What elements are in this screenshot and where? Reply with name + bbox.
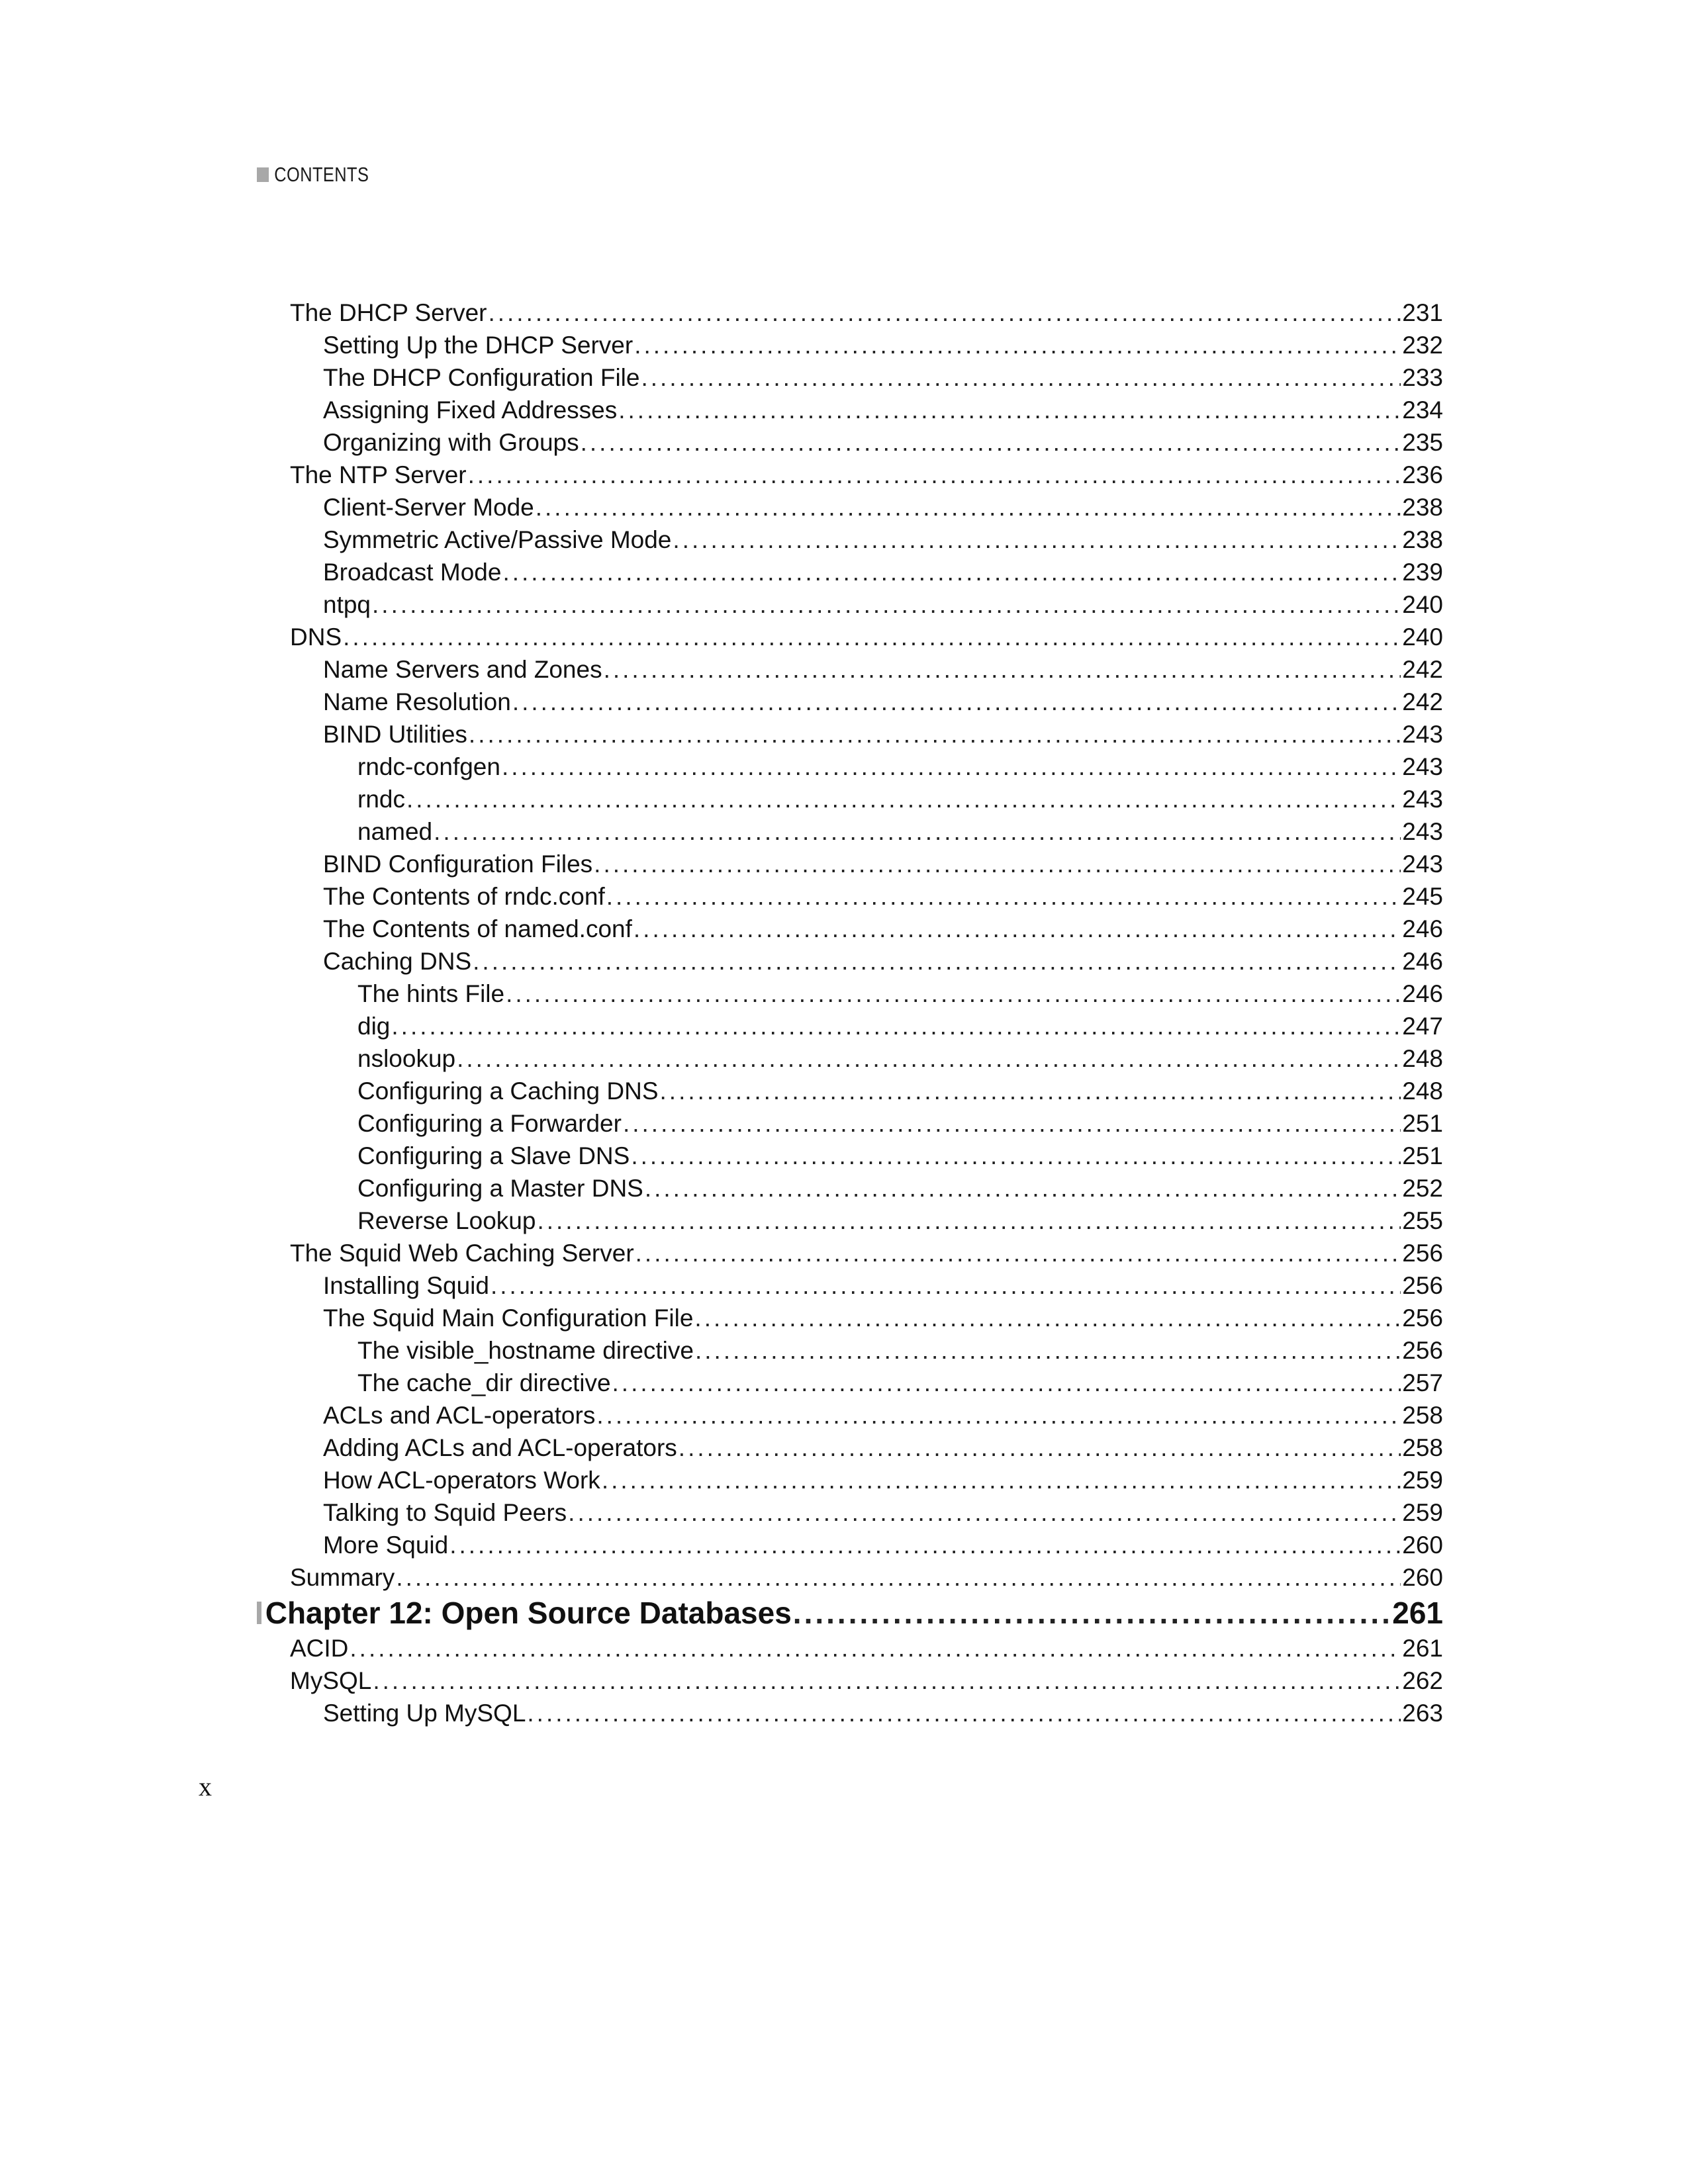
- page-number: x: [199, 1772, 212, 1801]
- toc-entry[interactable]: [290, 1561, 1443, 1594]
- toc-entry-title: Name Resolution: [323, 688, 511, 715]
- toc-entry-title: Adding ACLs and ACL-operators: [323, 1434, 677, 1461]
- toc-entry[interactable]: [290, 588, 1443, 621]
- dot-leader: [612, 1367, 1401, 1399]
- toc-entry-title: The cache_dir directive: [357, 1369, 611, 1396]
- toc-entry-title: The visible_hostname directive: [357, 1337, 694, 1364]
- toc-entry[interactable]: [290, 1107, 1443, 1140]
- dot-leader: [645, 1172, 1401, 1205]
- dot-leader: [641, 361, 1401, 394]
- toc-entry[interactable]: [290, 1399, 1443, 1432]
- toc-entry-title: Talking to Squid Peers: [323, 1499, 567, 1526]
- toc-entry[interactable]: [290, 1010, 1443, 1042]
- toc-entry[interactable]: [290, 621, 1443, 653]
- toc-entry-title: The Squid Main Configuration File: [323, 1304, 694, 1332]
- toc-entry-page: 256: [1402, 1304, 1443, 1332]
- toc-entry-page: 240: [1402, 591, 1443, 618]
- toc-entry-page: 261: [1392, 1596, 1443, 1630]
- dot-leader: [793, 1594, 1391, 1632]
- toc-entry[interactable]: [290, 751, 1443, 783]
- toc-entry-page: 259: [1402, 1499, 1443, 1526]
- dot-leader: [350, 1632, 1401, 1664]
- toc-entry[interactable]: [290, 1464, 1443, 1496]
- toc-entry[interactable]: [290, 718, 1443, 751]
- dot-leader: [679, 1432, 1401, 1464]
- toc-entry[interactable]: [290, 1632, 1443, 1664]
- dot-leader: [343, 621, 1401, 653]
- toc-entry-page: 256: [1402, 1272, 1443, 1299]
- toc-entry-title: Client-Server Mode: [323, 494, 534, 521]
- toc-entry-title: rndc: [357, 786, 405, 813]
- toc-entry[interactable]: [290, 1367, 1443, 1399]
- toc-entry-title: The hints File: [357, 980, 505, 1007]
- toc-entry[interactable]: [290, 783, 1443, 815]
- toc-entry-title: Summary: [290, 1564, 395, 1591]
- toc-entry-page: 242: [1402, 656, 1443, 683]
- toc-entry-title: The Contents of named.conf: [323, 915, 632, 942]
- toc-entry-page: 247: [1402, 1013, 1443, 1040]
- toc-entry-page: 233: [1402, 364, 1443, 391]
- header-label: CONTENTS: [274, 163, 369, 186]
- toc-entry-title: The DHCP Configuration File: [323, 364, 640, 391]
- toc-entry[interactable]: [290, 1697, 1443, 1729]
- dot-leader: [568, 1496, 1401, 1529]
- running-header: [257, 163, 369, 187]
- table-of-contents: [265, 296, 1443, 1729]
- toc-entry-page: 243: [1402, 850, 1443, 878]
- toc-entry-page: 251: [1402, 1110, 1443, 1137]
- toc-entry-title: Symmetric Active/Passive Mode: [323, 526, 672, 553]
- toc-entry[interactable]: [290, 686, 1443, 718]
- toc-entry-page: 240: [1402, 623, 1443, 651]
- toc-entry-title: BIND Configuration Files: [323, 850, 593, 878]
- dot-leader: [457, 1042, 1401, 1075]
- dot-leader: [673, 523, 1401, 556]
- dot-leader: [631, 1140, 1401, 1172]
- toc-entry[interactable]: [290, 848, 1443, 880]
- toc-entry-page: 239: [1402, 559, 1443, 586]
- toc-entry[interactable]: [290, 491, 1443, 523]
- toc-entry-title: ACLs and ACL-operators: [323, 1402, 596, 1429]
- toc-entry-title: BIND Utilities: [323, 721, 467, 748]
- toc-entry-title: Setting Up the DHCP Server: [323, 332, 633, 359]
- dot-leader: [537, 1205, 1401, 1237]
- toc-entry-title: rndc-confgen: [357, 753, 500, 780]
- dot-leader: [468, 459, 1401, 491]
- toc-entry-title: Chapter 12: Open Source Databases: [265, 1596, 792, 1630]
- toc-entry[interactable]: [290, 1302, 1443, 1334]
- dot-leader: [449, 1529, 1401, 1561]
- toc-entry[interactable]: [290, 1075, 1443, 1107]
- dot-leader: [618, 394, 1401, 426]
- toc-entry-title: Assigning Fixed Addresses: [323, 396, 618, 424]
- dot-leader: [491, 1269, 1401, 1302]
- toc-entry-title: Organizing with Groups: [323, 429, 579, 456]
- toc-entry-title: Name Servers and Zones: [323, 656, 602, 683]
- toc-entry[interactable]: [290, 1529, 1443, 1561]
- dot-leader: [623, 1107, 1401, 1140]
- toc-entry[interactable]: [290, 1432, 1443, 1464]
- toc-entry[interactable]: [290, 653, 1443, 686]
- toc-entry-page: 246: [1402, 948, 1443, 975]
- toc-entry[interactable]: [290, 1042, 1443, 1075]
- toc-entry-page: 255: [1402, 1207, 1443, 1234]
- dot-leader: [406, 783, 1401, 815]
- toc-entry-title: Broadcast Mode: [323, 559, 502, 586]
- toc-entry-title: Reverse Lookup: [357, 1207, 536, 1234]
- toc-entry[interactable]: [290, 361, 1443, 394]
- dot-leader: [633, 913, 1401, 945]
- toc-entry-page: 260: [1402, 1531, 1443, 1559]
- toc-entry-page: 248: [1402, 1045, 1443, 1072]
- dot-leader: [396, 1561, 1401, 1594]
- dot-leader: [606, 880, 1401, 913]
- toc-chapter-entry[interactable]: [257, 1594, 1443, 1632]
- toc-entry-page: 243: [1402, 818, 1443, 845]
- dot-leader: [469, 718, 1401, 751]
- toc-entry-page: 243: [1402, 786, 1443, 813]
- toc-entry[interactable]: [290, 978, 1443, 1010]
- toc-entry-page: 258: [1402, 1434, 1443, 1461]
- toc-entry-title: The NTP Server: [290, 461, 467, 488]
- toc-entry-title: The Contents of rndc.conf: [323, 883, 605, 910]
- toc-entry[interactable]: [290, 1664, 1443, 1697]
- toc-entry[interactable]: [290, 1334, 1443, 1367]
- toc-entry-title: Caching DNS: [323, 948, 472, 975]
- toc-entry-page: 246: [1402, 915, 1443, 942]
- toc-entry-title: Configuring a Slave DNS: [357, 1142, 630, 1169]
- toc-entry[interactable]: [290, 945, 1443, 978]
- toc-entry-page: 231: [1402, 299, 1443, 326]
- dot-leader: [694, 1302, 1401, 1334]
- toc-entry-page: 257: [1402, 1369, 1443, 1396]
- dot-leader: [602, 1464, 1401, 1496]
- toc-entry-page: 263: [1402, 1700, 1443, 1727]
- toc-entry[interactable]: [290, 1140, 1443, 1172]
- toc-entry-title: Installing Squid: [323, 1272, 489, 1299]
- dot-leader: [502, 556, 1401, 588]
- dot-leader: [372, 588, 1401, 621]
- toc-entry[interactable]: [290, 1237, 1443, 1269]
- toc-entry-title: The DHCP Server: [290, 299, 487, 326]
- toc-entry[interactable]: [290, 523, 1443, 556]
- toc-entry[interactable]: [290, 296, 1443, 329]
- dot-leader: [635, 1237, 1401, 1269]
- toc-entry-page: 252: [1402, 1175, 1443, 1202]
- toc-entry-page: 238: [1402, 494, 1443, 521]
- toc-entry[interactable]: [290, 913, 1443, 945]
- toc-entry[interactable]: [290, 1205, 1443, 1237]
- toc-entry-page: 262: [1402, 1667, 1443, 1694]
- toc-entry-page: 261: [1402, 1635, 1443, 1662]
- toc-entry-title: nslookup: [357, 1045, 456, 1072]
- dot-leader: [488, 296, 1401, 329]
- dot-leader: [581, 426, 1401, 459]
- toc-entry-page: 238: [1402, 526, 1443, 553]
- dot-leader: [373, 1664, 1401, 1697]
- toc-entry-title: Configuring a Forwarder: [357, 1110, 622, 1137]
- toc-entry-title: MySQL: [290, 1667, 372, 1694]
- toc-entry[interactable]: [290, 1269, 1443, 1302]
- dot-leader: [512, 686, 1401, 718]
- dot-leader: [634, 329, 1401, 361]
- dot-leader: [596, 1399, 1401, 1432]
- toc-entry[interactable]: [290, 426, 1443, 459]
- toc-entry-page: 243: [1402, 753, 1443, 780]
- toc-entry-title: Configuring a Master DNS: [357, 1175, 643, 1202]
- toc-entry-page: 246: [1402, 980, 1443, 1007]
- toc-entry[interactable]: [290, 880, 1443, 913]
- toc-entry-page: 232: [1402, 332, 1443, 359]
- toc-entry-title: Configuring a Caching DNS: [357, 1077, 659, 1105]
- toc-entry-page: 258: [1402, 1402, 1443, 1429]
- dot-leader: [502, 751, 1401, 783]
- toc-entry-page: 243: [1402, 721, 1443, 748]
- toc-entry[interactable]: [290, 459, 1443, 491]
- toc-entry-page: 236: [1402, 461, 1443, 488]
- toc-entry-page: 260: [1402, 1564, 1443, 1591]
- toc-entry-title: dig: [357, 1013, 391, 1040]
- toc-entry-title: ACID: [290, 1635, 349, 1662]
- toc-entry[interactable]: [290, 1172, 1443, 1205]
- toc-entry-page: 248: [1402, 1077, 1443, 1105]
- dot-leader: [695, 1334, 1401, 1367]
- toc-entry-title: The Squid Web Caching Server: [290, 1240, 634, 1267]
- dot-leader: [473, 945, 1401, 978]
- dot-leader: [660, 1075, 1401, 1107]
- toc-entry-page: 234: [1402, 396, 1443, 424]
- toc-entry[interactable]: [290, 1496, 1443, 1529]
- toc-entry-title: Setting Up MySQL: [323, 1700, 526, 1727]
- toc-entry-page: 235: [1402, 429, 1443, 456]
- dot-leader: [594, 848, 1401, 880]
- dot-leader: [536, 491, 1401, 523]
- toc-entry[interactable]: [290, 556, 1443, 588]
- dot-leader: [527, 1697, 1401, 1729]
- toc-entry-page: 256: [1402, 1240, 1443, 1267]
- toc-entry-page: 245: [1402, 883, 1443, 910]
- toc-entry-page: 242: [1402, 688, 1443, 715]
- toc-entry-title: How ACL-operators Work: [323, 1467, 600, 1494]
- toc-entry-title: named: [357, 818, 433, 845]
- toc-entry-page: 251: [1402, 1142, 1443, 1169]
- toc-entry-title: DNS: [290, 623, 342, 651]
- dot-leader: [506, 978, 1401, 1010]
- dot-leader: [604, 653, 1401, 686]
- toc-entry[interactable]: [290, 329, 1443, 361]
- chapter-square-icon: [257, 1602, 261, 1624]
- toc-entry-page: 256: [1402, 1337, 1443, 1364]
- toc-entry-title: ntpq: [323, 591, 371, 618]
- dot-leader: [391, 1010, 1401, 1042]
- toc-entry-page: 259: [1402, 1467, 1443, 1494]
- dot-leader: [434, 815, 1401, 848]
- toc-entry[interactable]: [290, 815, 1443, 848]
- toc-entry[interactable]: [290, 394, 1443, 426]
- header-square-icon: [257, 167, 269, 182]
- toc-entry-title: More Squid: [323, 1531, 449, 1559]
